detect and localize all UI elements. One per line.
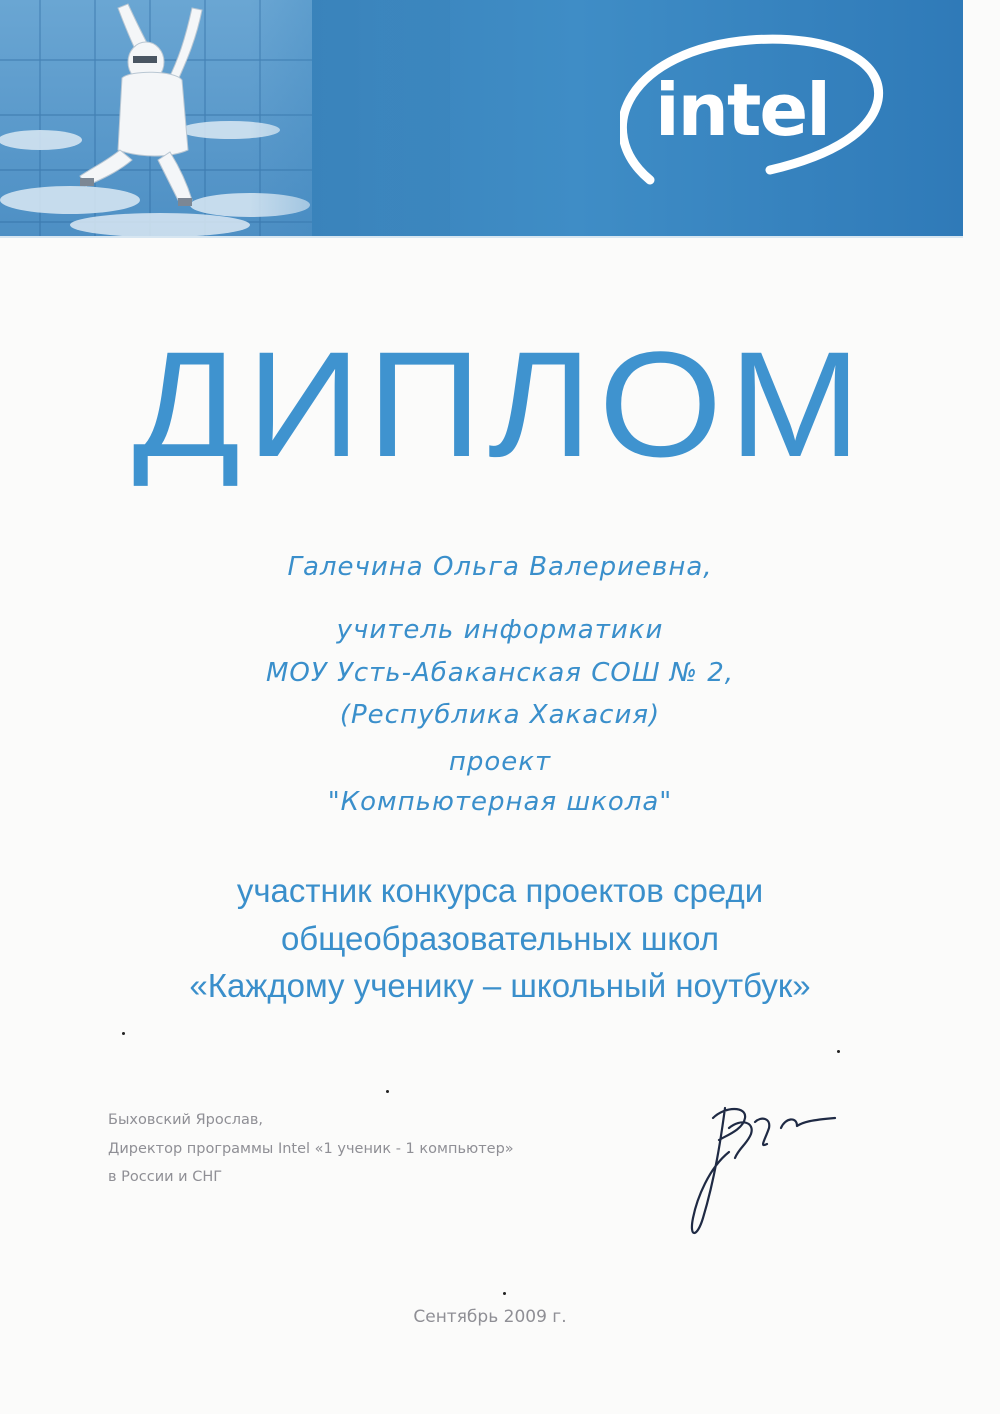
handwritten-signature-icon <box>685 1088 845 1248</box>
recipient-region: (Республика Хакасия) <box>339 700 661 730</box>
project-name: "Компьютерная школа" <box>327 787 673 817</box>
signer-region: в России и СНГ <box>108 1169 223 1185</box>
signer-name: Быховский Ярослав, <box>108 1112 264 1128</box>
banner-divider <box>0 236 963 238</box>
issue-date: Сентябрь 2009 г. <box>413 1307 567 1327</box>
recipient-school: МОУ Усть-Абаканская СОШ № 2, <box>265 658 735 688</box>
intel-logo-text: intel <box>655 68 829 152</box>
recipient-position: учитель информатики <box>336 615 664 645</box>
award-line-3: «Каждому ученику – школьный ноутбук» <box>189 967 811 1004</box>
banner-gradient-overlay <box>250 0 450 238</box>
recipient-name: Галечина Ольга Валериевна, <box>287 552 713 582</box>
diploma-title: ДИПЛОМ <box>132 320 868 488</box>
award-line-2: общеобразовательных школ <box>280 920 720 957</box>
header-banner <box>0 0 963 238</box>
signer-title: Директор программы Intel «1 ученик - 1 компьютер» <box>108 1141 514 1157</box>
award-line-1: участник конкурса проектов среди <box>236 872 764 909</box>
project-label: проект <box>448 747 552 777</box>
